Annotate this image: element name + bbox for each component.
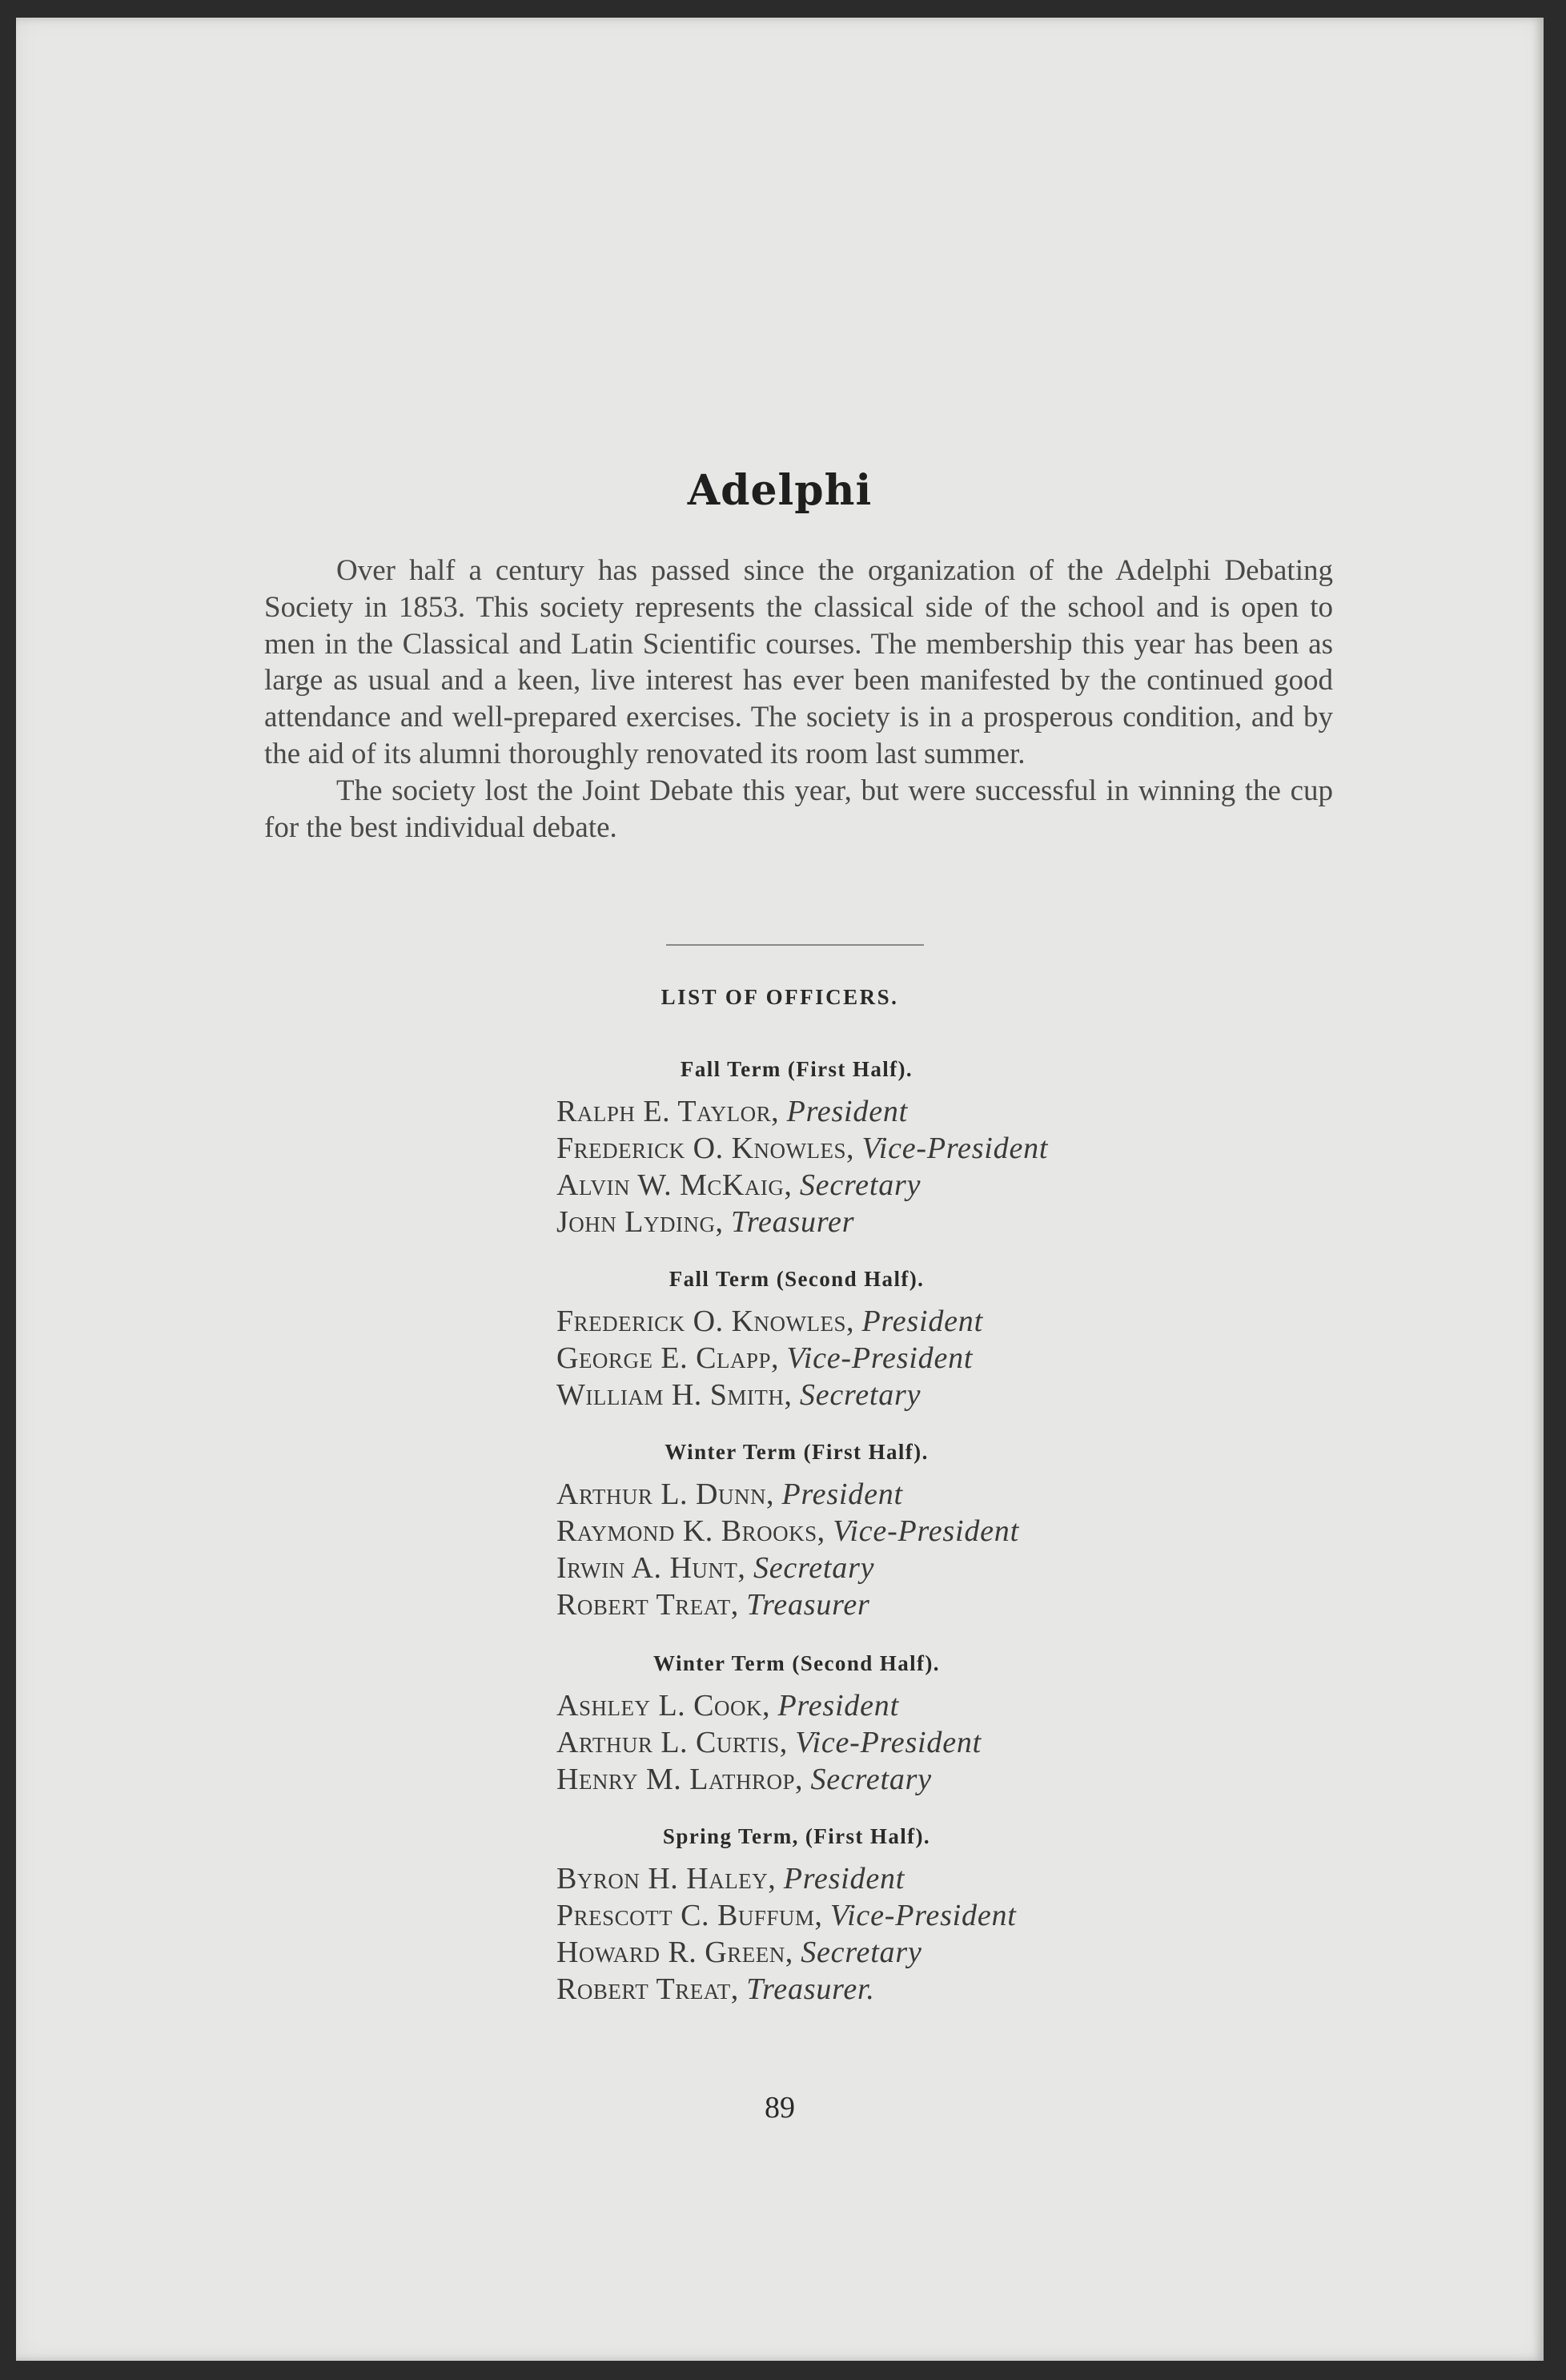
officer-line xyxy=(556,1377,921,1413)
officer-name: Frederick O. Knowles, xyxy=(556,1305,855,1338)
officer-role: Secretary xyxy=(753,1551,875,1585)
officer-name: Howard R. Green, xyxy=(556,1936,793,1969)
intro-paragraph: Over half a century has passed since the organization of the Adelphi Debating Society in 1853. This society represents the classical side of the school and is open to men in the Classical and Latin Scientific courses. The membership this year has been as large as usual and a keen, live interest has ever been manifested by the continued good attendance and well-prepared exercises. The society is in a prosperous condition, and by the aid of its alumni thoroughly renovated its room last summer. xyxy=(264,554,1333,770)
intro-paragraph: The society lost the Joint Debate this year, but were successful in winning the cup for the best individual debate. xyxy=(264,774,1333,844)
officer-name: Ashley L. Cook, xyxy=(556,1689,770,1723)
officer-name: Robert Treat, xyxy=(556,1588,739,1622)
officer-line xyxy=(556,1688,899,1723)
officer-role: President xyxy=(781,1477,903,1511)
term-heading: Winter Term (Second Half). xyxy=(653,1651,940,1675)
officer-role: Treasurer. xyxy=(746,1972,875,2006)
officer-name: Arthur L. Dunn, xyxy=(556,1477,774,1511)
intro-text xyxy=(264,553,1333,846)
term-heading: Fall Term (Second Half). xyxy=(669,1267,925,1291)
officer-line xyxy=(556,1094,908,1129)
officer-line xyxy=(556,1587,870,1622)
officer-role: President xyxy=(783,1862,905,1896)
officer-name: Robert Treat, xyxy=(556,1972,739,2006)
officer-line xyxy=(556,1762,932,1797)
officer-line xyxy=(556,1898,1017,1933)
officer-line xyxy=(556,1304,983,1339)
term-heading: Winter Term (First Half). xyxy=(665,1440,929,1464)
officer-line xyxy=(556,1972,875,2007)
officer-name: Ralph E. Taylor, xyxy=(556,1095,780,1128)
officer-line xyxy=(556,1725,982,1760)
page-title: Adelphi xyxy=(687,466,873,515)
section-divider xyxy=(666,944,924,946)
officer-name: George E. Clapp, xyxy=(556,1341,780,1375)
officer-name: William H. Smith, xyxy=(556,1378,793,1412)
officer-name: Byron H. Haley, xyxy=(556,1862,777,1896)
officer-role: Secretary xyxy=(799,1168,922,1202)
officer-line xyxy=(556,1935,922,1970)
officer-role: Secretary xyxy=(799,1378,922,1412)
term-heading: Fall Term (First Half). xyxy=(680,1057,914,1081)
officer-role: Secretary xyxy=(801,1936,922,1969)
officer-role: President xyxy=(777,1689,899,1723)
officer-name: Irwin A. Hunt, xyxy=(556,1551,746,1585)
officer-line xyxy=(556,1861,905,1896)
officer-line xyxy=(556,1550,874,1586)
officers-heading: LIST OF OFFICERS. xyxy=(661,985,899,1009)
document-page xyxy=(16,18,1544,2361)
officer-name: Prescott C. Buffum, xyxy=(556,1899,823,1932)
page-number: 89 xyxy=(765,2091,795,2125)
officer-role: President xyxy=(786,1095,909,1128)
officer-role: Vice-President xyxy=(786,1341,974,1375)
officer-name: Henry M. Lathrop, xyxy=(556,1763,803,1796)
officer-line xyxy=(556,1168,921,1203)
officer-name: Frederick O. Knowles, xyxy=(556,1132,855,1165)
officer-role: Vice-President xyxy=(861,1132,1049,1165)
officer-line xyxy=(556,1514,1019,1549)
officer-role: Vice-President xyxy=(829,1899,1017,1932)
officer-line xyxy=(556,1477,903,1512)
officer-role: Secretary xyxy=(810,1763,932,1796)
officer-role: Treasurer xyxy=(730,1205,855,1239)
officer-name: Arthur L. Curtis, xyxy=(556,1726,788,1759)
officer-role: Treasurer xyxy=(746,1588,870,1622)
officer-role: President xyxy=(861,1305,983,1338)
officer-line xyxy=(556,1131,1048,1166)
officer-name: Raymond K. Brooks, xyxy=(556,1514,825,1548)
officer-name: John Lyding, xyxy=(556,1205,724,1239)
term-heading: Spring Term, (First Half). xyxy=(662,1824,931,1848)
officer-role: Vice-President xyxy=(833,1514,1019,1548)
officer-role: Vice-President xyxy=(795,1726,982,1759)
officer-line xyxy=(556,1204,854,1240)
officer-line xyxy=(556,1341,973,1376)
officer-name: Alvin W. McKaig, xyxy=(556,1168,793,1202)
